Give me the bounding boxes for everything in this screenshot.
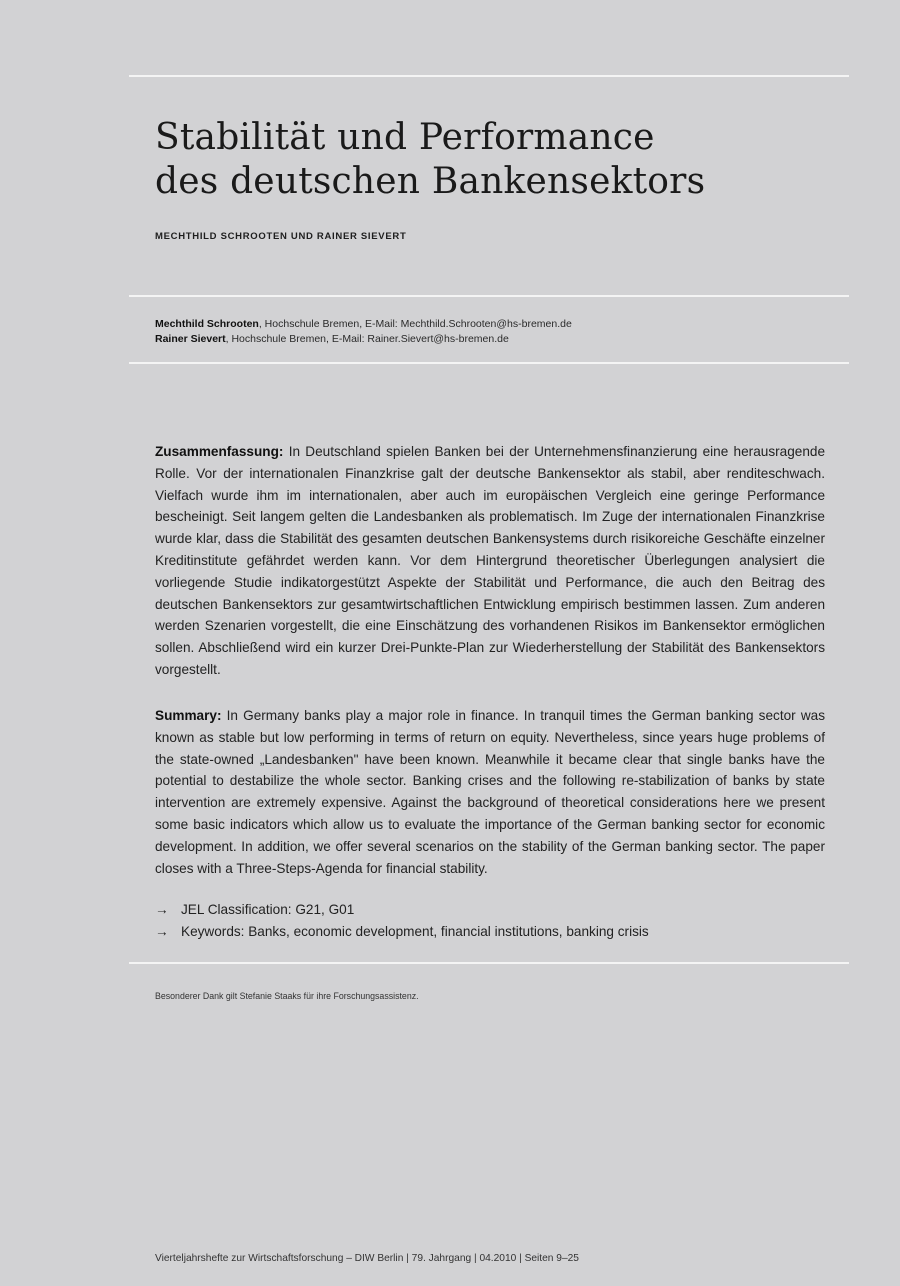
journal-footer: Vierteljahrshefte zur Wirtschaftsforschung – DIW Berlin | 79. Jahrgang | 04.2010 | Seiten 9–25 [155,1253,579,1264]
title-line-2: des deutschen Bankensektors [155,161,706,202]
list-item [155,899,649,921]
author-byline: MECHTHILD SCHROOTEN UND RAINER SIEVERT [155,231,407,242]
article-title [155,116,845,204]
author-affiliations [155,317,572,346]
affiliation-top-rule [129,295,849,297]
affiliation-bottom-rule [129,362,849,364]
affiliation-details: , Hochschule Bremen, E-Mail: Mechthild.Schrooten@hs-bremen.de [258,318,572,330]
affiliation-line [155,317,572,332]
title-line-1: Stabilität und Performance [155,117,655,158]
abstract-german-heading: Zusammenfassung: [155,444,284,459]
author-name: Rainer Sievert [155,332,226,345]
abstract-german-text: In Deutschland spielen Banken bei der Unternehmensfinanzierung eine herausragende Rolle. Vor der internationalen Finanzkrise galt der deutsche Bankensektor als stabil, aber renditeschwach. Vielfach wurde ihm im internationalen, aber auch im europäischen Vergleich eine geringe Performance bescheinigt. Seit langem gelten die Landesbanken als problematisch. Im Zuge der internationalen Finanzkrise wurde klar, dass die Stabilität des gesamten deutschen Bankensystems durch risikoreiche Geschäfte einzelner Kreditinstitute gefährdet werden kann. Vor dem Hintergrund theoretischer Überlegungen analysiert die vorliegende Studie indikatorgestützt Aspekte der Stabilität und Performance, die auch den Beitrag des deutschen Bankensektors zur gesamtwirtschaftlichen Entwicklung empirisch bestimmen lassen. Zum anderen werden Szenarien vorgestellt, die eine Einschätzung des vorhandenen Risikos im Bankensektor ermöglichen sollen. Abschließend wird ein kurzer Drei-Punkte-Plan zur Wiederherstellung der Stabilität des Bankensektors vorgestellt. [155,444,826,677]
abstract-english-text: In Germany banks play a major role in finance. In tranquil times the German banking sector was known as stable but low performing in terms of return on equity. Nevertheless, since years huge problems of the state-owned „Landesbanken" have been known. Meanwhile it became clear that single banks have the potential to destabilize the whole sector. Banking crises and the following re-stabilization of banks by state intervention are extremely expensive. Against the background of theoretical considerations here we present some basic indicators which allow us to evaluate the importance of the German banking sector for economic development. In addition, we offer several scenarios on the stability of the German banking sector. The paper closes with a Three-Steps-Agenda for financial stability. [155,708,826,876]
section-rule [129,962,849,964]
acknowledgement-note: Besonderer Dank gilt Stefanie Staaks für ihre Forschungsassistenz. [155,991,419,1001]
jel-classification: JEL Classification: G21, G01 [181,902,355,917]
affiliation-line [155,332,572,347]
affiliation-details: , Hochschule Bremen, E-Mail: Rainer.Sievert@hs-bremen.de [225,332,509,345]
abstract-english-heading: Summary: [155,708,222,723]
abstract-english [155,705,825,879]
keywords: Keywords: Banks, economic development, financial institutions, banking crisis [181,924,649,939]
classification-list [155,899,649,943]
top-rule [129,75,849,77]
abstract-german [155,441,825,681]
arrow-right-icon: → [155,902,169,917]
arrow-right-icon: → [155,924,169,939]
list-item [155,921,649,943]
author-name: Mechthild Schrooten [155,318,259,330]
